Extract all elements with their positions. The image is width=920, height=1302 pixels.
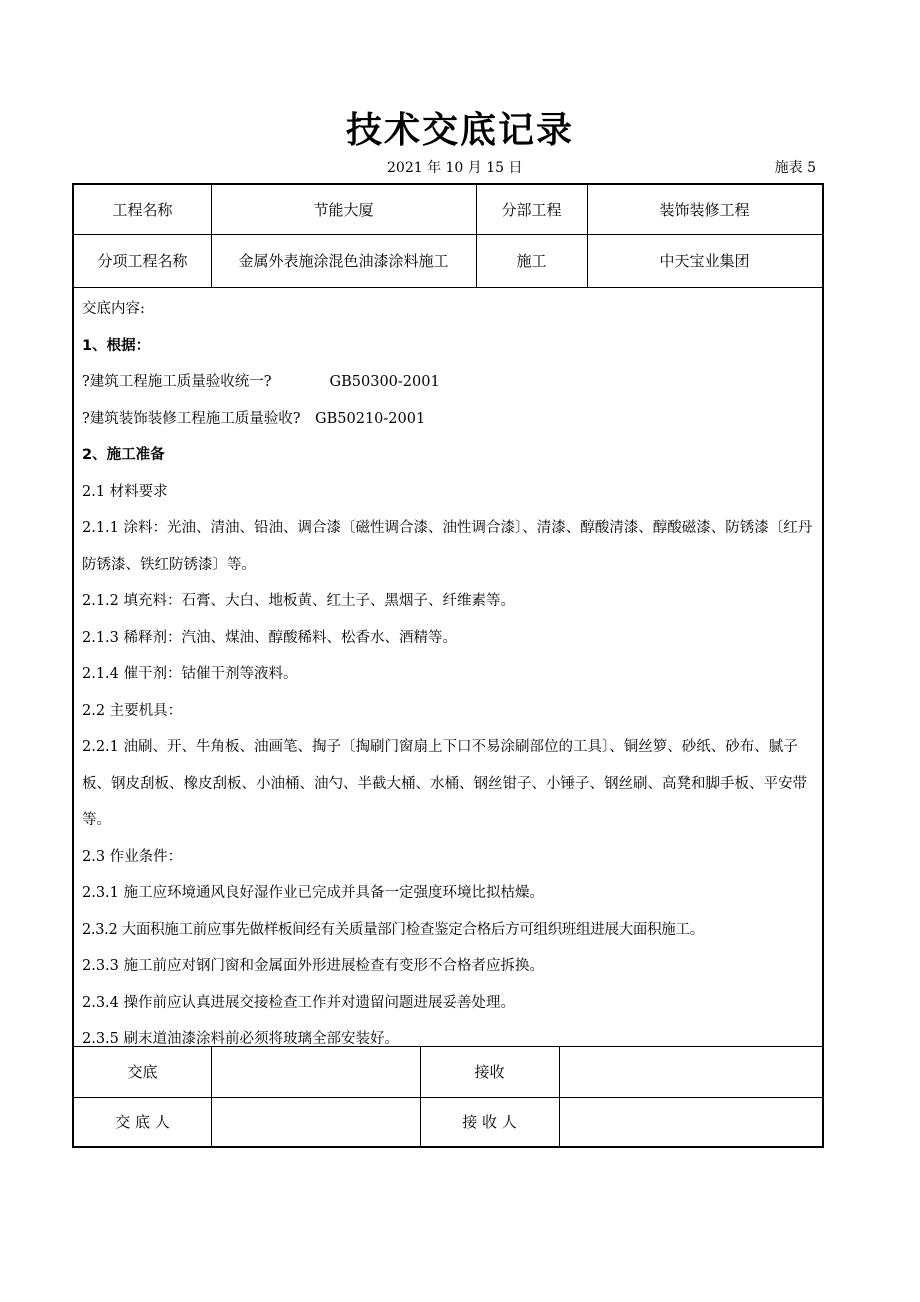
subsection-heading: 2.2 主要机具：	[82, 702, 183, 719]
subsection-heading: 2.1 材料要求	[82, 483, 168, 500]
handover-label: 交底	[127, 1063, 158, 1081]
section-heading: 1、根据：	[82, 337, 151, 354]
subsection-heading: 2.3 作业条件：	[82, 848, 183, 865]
content-item: 2.3.4 操作前应认真进展交接检查工作并对遗留问题进展妥善处理。	[82, 994, 516, 1011]
receive-field[interactable]	[559, 1046, 822, 1097]
content-item: 2.3.1 施工应环境通风良好湿作业已完成并具备一定强度环境比拟枯燥。	[82, 885, 545, 901]
form-number: 施表 5	[774, 160, 816, 176]
content-item: 2.2.1 油刷、开、牛角板、油画笔、掏子〔掏刷门窗扇上下口不易涂刷部位的工具〕、铜丝箩、砂纸、砂布、腻子板、钢皮刮板、橡皮刮板、小油桶、油勺、半截大桶、水桶、钢丝钳子、小锤子、钢丝刷、高凳和脚手板、平安带等。	[82, 739, 807, 828]
subitem-label: 分项工程名称	[97, 252, 188, 270]
content-intro: 交底内容:	[82, 301, 145, 317]
receiver-label: 接 收 人	[462, 1113, 517, 1131]
content-item: 2.3.5 刷末道油漆涂料前必须将玻璃全部安装好。	[82, 1031, 400, 1047]
record-table	[72, 183, 824, 1148]
handover-content	[82, 291, 818, 1058]
division-value: 装饰装修工程	[659, 201, 750, 219]
handover-field[interactable]	[211, 1046, 420, 1097]
content-item: 2.3.3 施工前应对钢门窗和金属面外形进展检查有变形不合格者应拆换。	[82, 958, 545, 974]
construction-label: 施工	[516, 252, 547, 270]
content-item: 2.1.2 填充料：石膏、大白、地板黄、红土子、黑烟子、纤维素等。	[82, 593, 516, 609]
record-date: 2021 年 10 月 15 日	[387, 160, 523, 176]
content-item: 2.1.3 稀释剂：汽油、煤油、醇酸稀料、松香水、酒精等。	[82, 629, 458, 646]
standard-item: ?建筑工程施工质量验收统一? GB50300-2001	[82, 374, 440, 390]
construction-value: 中天宝业集团	[659, 252, 750, 270]
project-name-label: 工程名称	[112, 201, 173, 219]
content-item: 2.1.1 涂料：光油、清油、铅油、调合漆〔磁性调合漆、油性调合漆〕、清漆、醇酸清漆、醇酸磁漆、防锈漆〔红丹防锈漆、铁红防锈漆〕等。	[82, 520, 813, 573]
handover-person-label: 交 底 人	[115, 1113, 170, 1131]
standard-item: ?建筑装饰装修工程施工质量验收? GB50210-2001	[82, 410, 426, 427]
receiver-field[interactable]	[559, 1097, 822, 1146]
receive-label: 接收	[474, 1063, 505, 1081]
section-heading: 2、施工准备	[82, 447, 165, 463]
division-label: 分部工程	[501, 201, 562, 219]
content-item: 2.3.2 大面积施工前应事先做样板间经有关质量部门检查鉴定合格后方可组织班组进展大面积施工。	[82, 921, 704, 938]
subitem-value: 金属外表施涂混色油漆涂料施工	[238, 252, 449, 270]
page-title: 技术交底记录	[345, 110, 574, 151]
handover-person-field[interactable]	[211, 1097, 420, 1146]
content-item: 2.1.4 催干剂：钴催干剂等液料。	[82, 666, 298, 682]
project-name-value: 节能大厦	[313, 201, 374, 219]
row-divider	[74, 287, 822, 288]
